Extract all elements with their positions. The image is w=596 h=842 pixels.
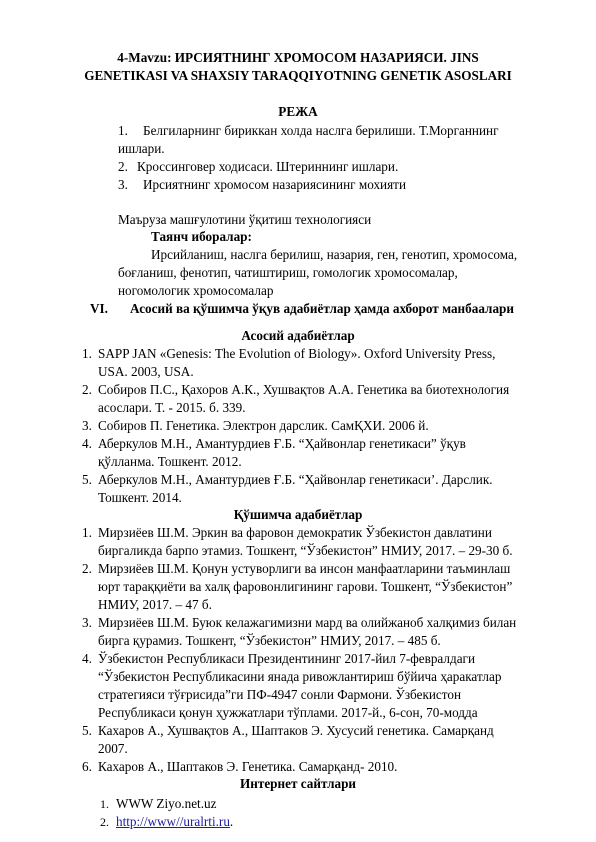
keywords-line-2: боғланиш, фенотип, чатиштириш, гомологик хромосомалар, (118, 265, 458, 280)
main-lit-4-line-1: Аберкулов М.Н., Амантурдиев Ғ.Б. “Ҳайвонлар генетикаси” ўқув (98, 436, 466, 451)
plan-item-1-cont: ишлари. (118, 141, 165, 156)
add-lit-1-line-2: биргаликда барпо этамиз. Тошкент, “Ўзбекистон” НМИУ, 2017. – 29-30 б. (98, 543, 513, 558)
section-6-num: VI. (90, 301, 108, 316)
title-line-1: 4-Mavzu: ИРСИЯТНИНГ ХРОМОСОМ НАЗАРИЯСИ. JINS (117, 50, 479, 65)
add-lit-6-num: 6. (82, 759, 92, 774)
add-lit-4-line-1: Ўзбекистон Республикаси Президентининг 2017-йил 7-февралдаги (98, 651, 476, 666)
plan-item-3-text: Ирсиятнинг хромосом назариясининг мохияти (143, 177, 406, 192)
main-lit-2-num: 2. (82, 382, 92, 397)
plan-heading: РЕЖА (278, 104, 318, 119)
internet-2-row (116, 813, 233, 830)
add-lit-5-num: 5. (82, 723, 92, 738)
add-lit-1-line-1: Мирзиёев Ш.М. Эркин ва фаровон демократик Ўзбекистон давлатини (98, 525, 492, 540)
add-lit-3-line-1: Мирзиёев Ш.М. Буюк келажагимизни мард ва олийжаноб халқимиз билан (98, 615, 517, 630)
add-lit-6-line-1: Кахаров А., Шаптаков Э. Генетика. Самарқанд- 2010. (98, 759, 398, 774)
technology-heading: Маъруза машғулотини ўқитиш технологияси (118, 212, 372, 227)
main-lit-3-line-1: Собиров П. Генетика. Электрон дарслик. СамҚХИ. 2006 й. (98, 418, 429, 433)
main-lit-4-num: 4. (82, 436, 92, 451)
additional-literature-heading: Қўшимча адабиётлар (233, 507, 363, 522)
main-lit-5-line-2: Тошкент. 2014. (98, 490, 182, 505)
add-lit-5-line-1: Кахаров А., Хушвақтов А., Шаптаков Э. Хусусий генетика. Самарқанд (98, 723, 494, 738)
main-lit-5-line-1: Аберкулов М.Н., Амантурдиев Ғ.Б. “Ҳайвонлар генетикаси’. Дарслик. (98, 472, 493, 487)
add-lit-3-num: 3. (82, 615, 92, 630)
add-lit-2-num: 2. (82, 561, 92, 576)
internet-2-num: 2. (100, 815, 109, 829)
add-lit-2-line-3: НМИУ, 2017. – 47 б. (98, 597, 212, 612)
add-lit-4-num: 4. (82, 651, 92, 666)
add-lit-1-num: 1. (82, 525, 92, 540)
main-lit-1-num: 1. (82, 346, 92, 361)
keywords-line-1: Ирсийланиш, наслга берилиш, назария, ген, генотип, хромосома, (151, 247, 518, 262)
plan-item-1-text: Белгиларнинг бириккан холда наслга берилиши. Т.Морганнинг (143, 123, 499, 138)
main-lit-2-line-1: Собиров П.С., Қахоров А.К., Хушвақтов А.А. Генетика ва биотехнология (98, 382, 510, 397)
internet-1-num: 1. (100, 797, 109, 811)
main-lit-4-line-2: қўлланма. Тошкент. 2012. (98, 454, 242, 469)
internet-1-text: WWW Ziyo.net.uz (116, 796, 217, 811)
main-lit-1-line-2: USA. 2003, USA. (98, 364, 194, 379)
internet-2-link[interactable]: http://www//uralrti.ru (116, 814, 230, 829)
section-6-heading: Асосий ва қўшимча ўқув адабиётлар ҳамда ахборот манбаалари (130, 301, 514, 316)
add-lit-4-line-3: стратегияси тўғрисида”ги ПФ-4947 сонли Фармони. Ўзбекистон (98, 687, 461, 702)
keywords-heading: Таянч иборалар: (151, 229, 252, 244)
main-lit-5-num: 5. (82, 472, 92, 487)
plan-item-2-num: 2. (118, 159, 128, 174)
keywords-line-3: ногомологик хромосомалар (118, 283, 274, 298)
main-literature-heading: Асосий адабиётлар (241, 328, 355, 343)
internet-2-suffix: . (229, 814, 234, 829)
internet-heading: Интернет сайтлари (239, 776, 357, 791)
add-lit-3-line-2: бирга қурамиз. Тошкент, “Ўзбекистон” НМИУ, 2017. – 485 б. (98, 633, 441, 648)
plan-item-2-text: Кроссинговер ходисаси. Штериннинг ишлари. (137, 159, 399, 174)
plan-item-1-num: 1. (118, 123, 128, 138)
plan-item-3-num: 3. (118, 177, 128, 192)
add-lit-4-line-2: “Ўзбекистон Республикасини янада ривожлантириш бўйича ҳаракатлар (98, 669, 502, 684)
title-line-2: GENETIKASI VA SHAXSIY TARAQQIYOTNING GENETIK ASOSLARI (84, 68, 512, 83)
main-lit-1-line-1: SAPP JAN «Genesis: The Evolution of Biology». Oxford University Press, (98, 346, 496, 361)
add-lit-5-line-2: 2007. (98, 741, 128, 756)
add-lit-4-line-4: Республикаси қонун ҳужжатлари тўплами. 2017-й., 6-сон, 70-модда (98, 705, 478, 720)
main-lit-2-line-2: асослари. Т. - 2015. б. 339. (98, 400, 246, 415)
add-lit-2-line-2: юрт тараққиёти ва халқ фаровонлигининг гарови. Тошкент, “Ўзбекистон” (98, 579, 513, 594)
main-lit-3-num: 3. (82, 418, 92, 433)
add-lit-2-line-1: Мирзиёев Ш.М. Қонун устуворлиги ва инсон манфаатларини таъминлаш (98, 561, 511, 576)
